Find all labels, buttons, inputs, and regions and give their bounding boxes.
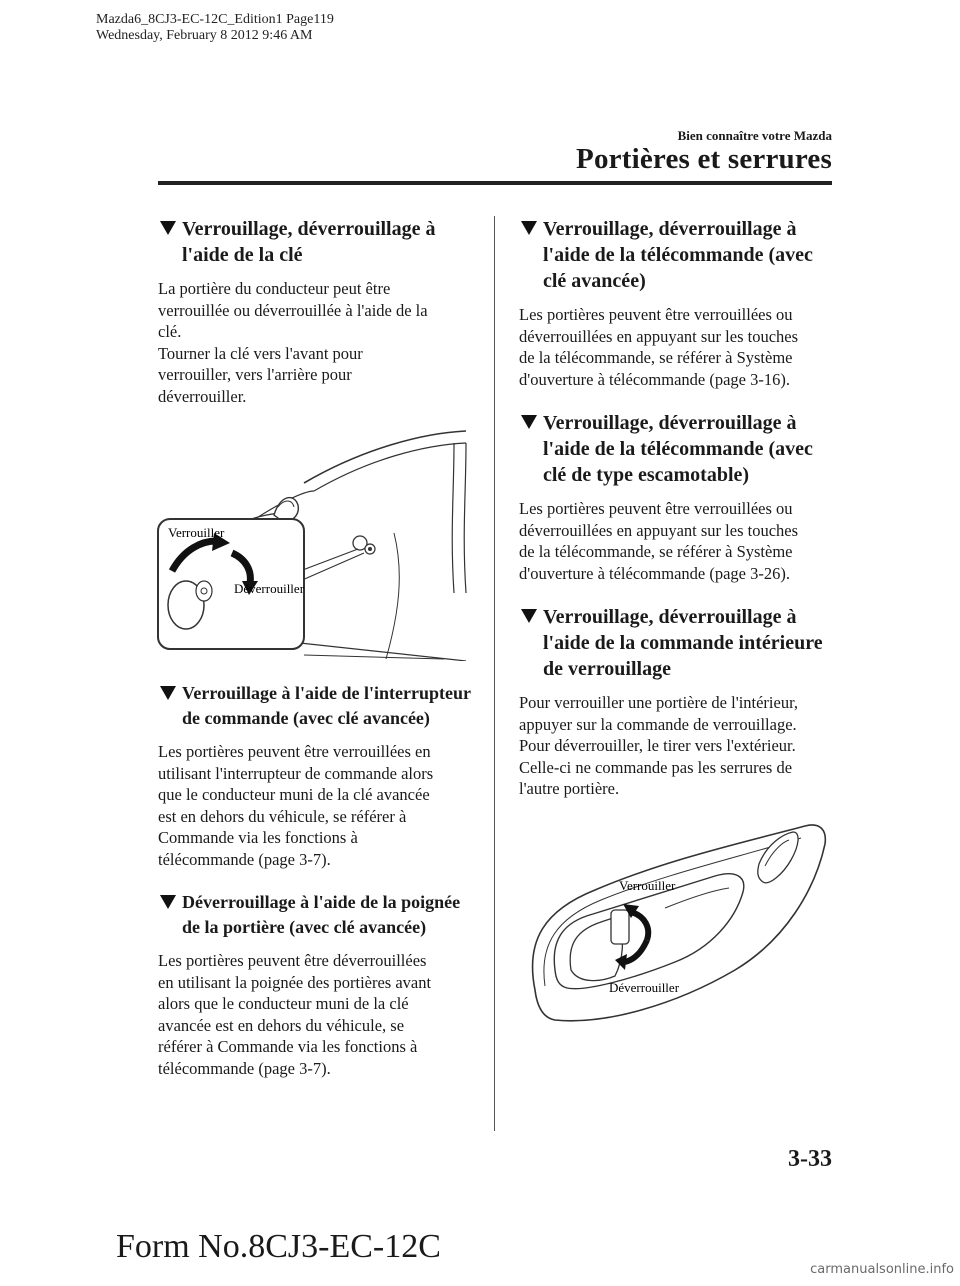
- unlock-label: Déverrouiller: [609, 979, 680, 995]
- section-heading: Verrouillage, déverrouillage à l'aide de la télécommande (avec clé de type escamotable): [519, 410, 837, 488]
- unlock-label: Déverrouiller: [234, 581, 305, 596]
- section-key-locking: [158, 216, 476, 407]
- page-title: Portières et serrures: [576, 143, 832, 175]
- right-column: [519, 216, 837, 1064]
- section-body: Les portières peuvent être verrouillées ou déverrouillées en appuyant sur les touches de la télécommande, se référer à Système d'ouverture à télécommande (page 3-16).: [519, 305, 799, 389]
- section-request-switch: [158, 681, 476, 870]
- form-number: Form No.8CJ3-EC-12C: [116, 1228, 441, 1265]
- watermark: carmanualsonline.info: [810, 1262, 954, 1277]
- section-body: Pour verrouiller une portière de l'intérieur, appuyer sur la commande de verrouillage. Pour déverrouiller, le tirer vers l'extérieur. Celle-ci ne commande pas les serrures de l'autre portière.: [519, 693, 799, 798]
- section-body: La portière du conducteur peut être verrouillée ou déverrouillée à l'aide de la clé. Tourner la clé vers l'avant pour verrouiller, vers l'arrière pour déverrouiller.: [158, 279, 428, 406]
- left-column: [158, 216, 476, 1095]
- section-marker-icon: [160, 221, 176, 235]
- section-door-handle: [158, 890, 476, 1079]
- figure-door-key-lock: [154, 423, 476, 661]
- section-marker-icon: [521, 415, 537, 429]
- print-metadata-file: Mazda6_8CJ3-EC-12C_Edition1 Page119: [96, 12, 334, 27]
- section-remote-advanced-key: [519, 216, 837, 390]
- section-body: Les portières peuvent être verrouillées en utilisant l'interrupteur de commande alors que le conducteur muni de la clé avancée est en dehors du véhicule, se référer à Commande via les fonctions à télécommande (page 3-7).: [158, 742, 434, 869]
- section-marker-icon: [521, 609, 537, 623]
- section-marker-icon: [160, 895, 176, 909]
- section-heading: Déverrouillage à l'aide de la poignée de la portière (avec clé avancée): [158, 890, 476, 940]
- column-divider: [494, 216, 495, 1131]
- chapter-subtitle: Bien connaître votre Mazda: [677, 128, 832, 143]
- section-interior-lock-knob: [519, 604, 837, 800]
- section-body: Les portières peuvent être déverrouillées en utilisant la poignée des portières avant alors que le conducteur muni de la clé avancée est en dehors du véhicule, se référer à Commande via les fonctions à télécommande (page 3-7).: [158, 951, 432, 1078]
- section-heading: Verrouillage, déverrouillage à l'aide de la télécommande (avec clé avancée): [519, 216, 837, 294]
- lock-label: Verrouiller: [619, 877, 676, 893]
- section-heading: Verrouillage, déverrouillage à l'aide de la clé: [158, 216, 476, 268]
- door-key-illustration: [154, 423, 472, 661]
- print-metadata: [96, 12, 334, 44]
- lock-label: Verrouiller: [168, 525, 225, 540]
- section-heading: Verrouillage, déverrouillage à l'aide de la commande intérieure de verrouillage: [519, 604, 837, 682]
- section-marker-icon: [521, 221, 537, 235]
- print-metadata-date: Wednesday, February 8 2012 9:46 AM: [96, 28, 313, 43]
- section-marker-icon: [160, 686, 176, 700]
- section-remote-retractable-key: [519, 410, 837, 584]
- interior-handle-illustration: [515, 820, 833, 1044]
- section-heading: Verrouillage à l'aide de l'interrupteur de commande (avec clé avancée): [158, 681, 476, 731]
- section-body: Les portières peuvent être verrouillées ou déverrouillées en appuyant sur les touches de la télécommande, se référer à Système d'ouverture à télécommande (page 3-26).: [519, 499, 799, 583]
- figure-interior-lock: [515, 820, 837, 1044]
- page-number: 3-33: [788, 1146, 832, 1172]
- header-divider: [158, 181, 832, 185]
